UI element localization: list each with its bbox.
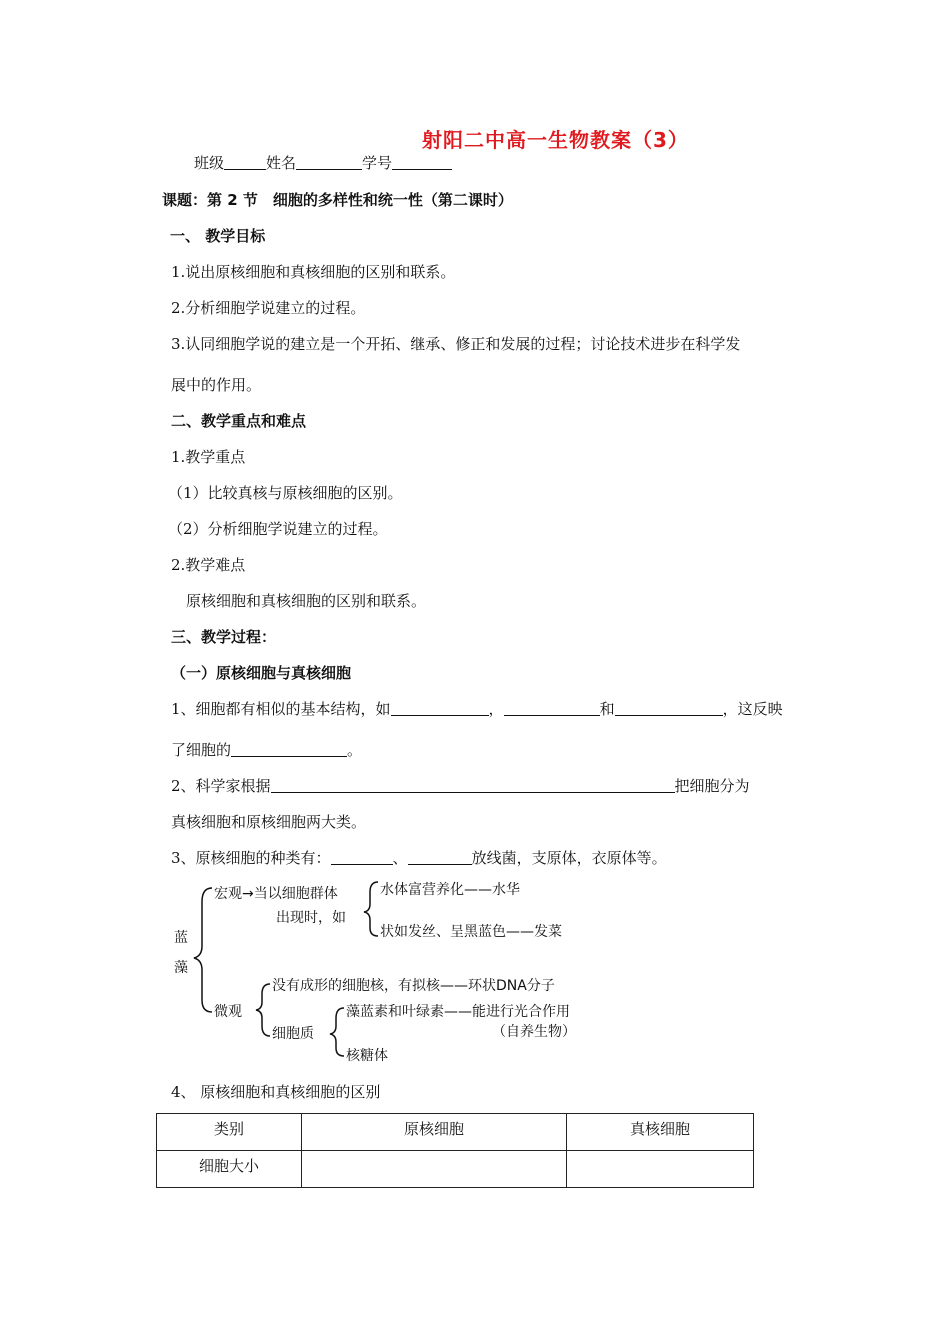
micro-label: 微观	[214, 1004, 242, 1020]
table-cell: 细胞大小	[157, 1151, 302, 1188]
cyanobacteria-diagram	[160, 878, 630, 1068]
lesson-topic: 课题：第 2 节 细胞的多样性和统一性（第二课时）	[162, 191, 513, 209]
diagram-root-char: 藻	[174, 960, 188, 976]
question-1-continued	[171, 739, 362, 760]
question-1-text: ，这反映	[722, 700, 783, 718]
class-label: 班级	[194, 154, 225, 172]
answer-blank[interactable]	[331, 850, 393, 865]
table-row	[157, 1151, 754, 1188]
page-title: 射阳二中高一生物教案（3）	[422, 128, 689, 152]
key-point-item: （1）比较真核与原核细胞的区别。	[168, 484, 403, 502]
cytoplasm-label: 细胞质	[272, 1026, 314, 1042]
micro-brace	[256, 984, 270, 1036]
table-header-row	[157, 1114, 754, 1151]
table-header-cell: 原核细胞	[302, 1114, 567, 1151]
question-1-text: 了细胞的	[171, 741, 232, 759]
period: 。	[347, 741, 363, 759]
name-blank[interactable]	[296, 155, 362, 170]
subsection-heading: （一）原核细胞与真核细胞	[171, 664, 352, 682]
table-cell[interactable]	[567, 1151, 754, 1188]
answer-blank[interactable]	[504, 701, 600, 716]
id-blank[interactable]	[392, 155, 452, 170]
main-brace	[194, 888, 212, 1012]
separator: 、	[392, 849, 408, 867]
cytoplasm-brace	[330, 1008, 344, 1056]
answer-blank[interactable]	[271, 778, 675, 793]
answer-blank[interactable]	[391, 701, 489, 716]
table-cell[interactable]	[302, 1151, 567, 1188]
cytoplasm-item: 藻蓝素和叶绿素——能进行光合作用	[346, 1004, 570, 1020]
question-2-text: 2、科学家根据	[171, 777, 271, 795]
question-2-text: 把细胞分为	[674, 777, 750, 795]
table-header-cell: 真核细胞	[567, 1114, 754, 1151]
difficulty-item: 原核细胞和真核细胞的区别和联系。	[186, 592, 427, 610]
key-points-label: 1.教学重点	[171, 448, 246, 466]
macro-label: 宏观→当以细胞群体	[214, 886, 338, 902]
conjunction: 和	[599, 700, 615, 718]
name-label: 姓名	[266, 154, 297, 172]
question-2	[171, 775, 750, 796]
difficulty-label: 2.教学难点	[171, 556, 246, 574]
separator: ，	[488, 700, 504, 718]
comparison-table	[156, 1113, 754, 1188]
micro-item: 没有成形的细胞核，有拟核——环状DNA分子	[272, 978, 555, 994]
table-header-cell: 类别	[157, 1114, 302, 1151]
question-3-text: 放线菌，支原体，衣原体等。	[471, 849, 667, 867]
question-3-text: 3、原核细胞的种类有：	[171, 849, 331, 867]
question-2-continued: 真核细胞和原核细胞两大类。	[171, 813, 367, 831]
section-2-heading: 二、教学重点和难点	[171, 412, 307, 430]
macro-brace	[364, 882, 378, 936]
answer-blank[interactable]	[408, 850, 472, 865]
class-blank[interactable]	[224, 155, 266, 170]
question-1-text: 1、细胞都有相似的基本结构，如	[171, 700, 391, 718]
objective-item: 1.说出原核细胞和真核细胞的区别和联系。	[171, 263, 456, 281]
question-4: 4、 原核细胞和真核细胞的区别	[171, 1083, 381, 1101]
objective-item-continued: 展中的作用。	[171, 376, 262, 394]
macro-label-2: 出现时，如	[276, 910, 346, 926]
question-1	[171, 698, 783, 719]
id-label: 学号	[362, 154, 393, 172]
macro-item: 水体富营养化——水华	[380, 882, 520, 898]
question-3	[171, 847, 667, 868]
macro-item: 状如发丝、呈黑蓝色——发菜	[380, 924, 562, 940]
objective-item: 3.认同细胞学说的建立是一个开拓、继承、修正和发展的过程；讨论技术进步在科学发	[171, 335, 741, 353]
section-1-heading: 一、 教学目标	[170, 227, 266, 245]
answer-blank[interactable]	[231, 742, 347, 757]
answer-blank[interactable]	[615, 701, 723, 716]
cytoplasm-item: 核糖体	[346, 1048, 388, 1064]
diagram-root-char: 蓝	[174, 930, 188, 946]
key-point-item: （2）分析细胞学说建立的过程。	[168, 520, 388, 538]
section-3-heading: 三、教学过程：	[171, 628, 277, 646]
objective-item: 2.分析细胞学说建立的过程。	[171, 299, 366, 317]
student-info-line	[194, 152, 452, 173]
cytoplasm-item-note: （自养生物）	[492, 1024, 576, 1040]
